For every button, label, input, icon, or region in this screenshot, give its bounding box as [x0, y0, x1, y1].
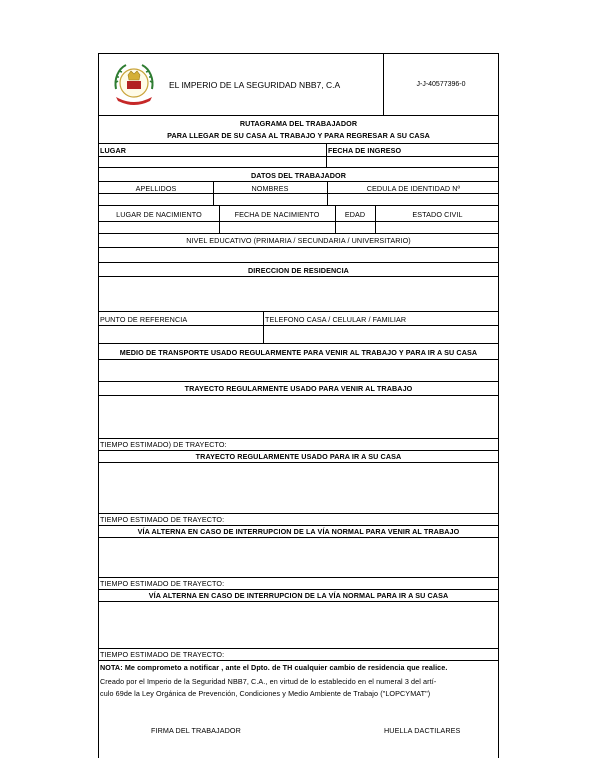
nombres-label: NOMBRES	[251, 184, 289, 193]
rule	[99, 537, 498, 538]
rule	[99, 462, 498, 463]
tiempo-trayecto-label: TIEMPO ESTIMADO DE TRAYECTO:	[100, 579, 225, 588]
tiempo-trayecto-label: TIEMPO ESTIMADO) DE TRAYECTO:	[100, 440, 227, 449]
nota-line-2: Creado por el Imperio de la Seguridad NBB7, C.A., en virtud de lo establecido en el numeral 3 del artí-	[100, 677, 437, 686]
cedula-label: CEDULA DE IDENTIDAD Nº	[366, 184, 461, 193]
company-logo-icon	[108, 59, 160, 109]
rule	[99, 205, 498, 206]
rule	[99, 513, 498, 514]
tiempo-trayecto-label: TIEMPO ESTIMADO DE TRAYECTO:	[100, 515, 225, 524]
rule	[99, 381, 498, 382]
tiempo-trayecto-label: TIEMPO ESTIMADO DE TRAYECTO:	[100, 650, 225, 659]
estado-civil-label: ESTADO CIVIL	[412, 210, 463, 219]
rule	[263, 311, 264, 343]
rule	[99, 262, 498, 263]
rule	[99, 247, 498, 248]
header-bottom-line	[99, 115, 498, 116]
lugar-nacimiento-label: LUGAR DE NACIMIENTO	[116, 210, 202, 219]
form-subtitle: PARA LLEGAR DE SU CASA AL TRABAJO Y PARA REGRESAR A SU CASA	[167, 131, 430, 140]
direccion-heading: DIRECCION DE RESIDENCIA	[248, 266, 349, 275]
rule	[99, 648, 498, 649]
fecha-ingreso-label: FECHA DE INGRESO	[328, 146, 402, 155]
nota-line-1: NOTA: Me comprometo a notificar , ante el Dpto. de TH cualquier cambio de residencia que realice.	[100, 663, 448, 672]
rule	[99, 601, 498, 602]
svg-text:IMPERIO: IMPERIO	[126, 98, 142, 102]
apellidos-label: APELLIDOS	[135, 184, 177, 193]
datos-trabajador-heading: DATOS DEL TRABAJADOR	[250, 171, 347, 180]
rule	[99, 660, 498, 661]
telefono-label: TELEFONO CASA / CELULAR / FAMILIAR	[265, 315, 407, 324]
edad-label: EDAD	[344, 210, 366, 219]
rule	[99, 577, 498, 578]
rule	[326, 143, 327, 167]
rule	[99, 167, 498, 168]
rule	[99, 450, 498, 451]
rule	[99, 276, 498, 277]
medio-transporte-heading: MEDIO DE TRANSPORTE USADO REGULARMENTE PARA VENIR AL TRABAJO Y PARA IR A SU CASA	[119, 348, 478, 357]
rule	[99, 193, 498, 194]
lugar-label: LUGAR	[100, 146, 127, 155]
rule	[99, 143, 498, 144]
rutagrama-form	[98, 53, 499, 758]
header-divider	[383, 53, 384, 115]
rule	[99, 395, 498, 396]
company-rif: J-J-40577396-0	[416, 81, 466, 88]
trayecto-venir-heading: TRAYECTO REGULARMENTE USADO PARA VENIR AL TRABAJO	[184, 384, 413, 393]
border-top	[99, 53, 498, 54]
nivel-educativo-label: NIVEL EDUCATIVO (PRIMARIA / SECUNDARIA / UNIVERSITARIO)	[186, 236, 411, 245]
via-alterna-ir-heading: VÍA ALTERNA EN CASO DE INTERRUPCION DE LA VÍA NORMAL PARA IR A SU CASA	[148, 591, 449, 600]
fecha-nacimiento-label: FECHA DE NACIMIENTO	[234, 210, 320, 219]
rule	[99, 325, 498, 326]
rule	[99, 359, 498, 360]
huella-dactilares-label: HUELLA DACTILARES	[384, 726, 461, 735]
rule	[99, 233, 498, 234]
rule	[99, 525, 498, 526]
firma-trabajador-label: FIRMA DEL TRABAJADOR	[151, 726, 241, 735]
rule	[99, 343, 498, 344]
rule	[99, 589, 498, 590]
rule	[99, 311, 498, 312]
nota-line-3: culo 69de la Ley Orgánica de Prevención, Condiciones y Medio Ambiente de Trabajo ("LOPCYMAT")	[100, 689, 431, 698]
via-alterna-venir-heading: VÍA ALTERNA EN CASO DE INTERRUPCION DE LA VÍA NORMAL PARA VENIR AL TRABAJO	[137, 527, 460, 536]
company-name: EL IMPERIO DE LA SEGURIDAD NBB7, C.A	[169, 80, 341, 90]
form-title: RUTAGRAMA DEL TRABAJADOR	[239, 119, 358, 128]
rule	[99, 438, 498, 439]
trayecto-ir-heading: TRAYECTO REGULARMENTE USADO PARA IR A SU CASA	[195, 452, 402, 461]
rule	[99, 156, 498, 157]
rule	[99, 221, 498, 222]
punto-referencia-label: PUNTO DE REFERENCIA	[100, 315, 188, 324]
rule	[99, 181, 498, 182]
